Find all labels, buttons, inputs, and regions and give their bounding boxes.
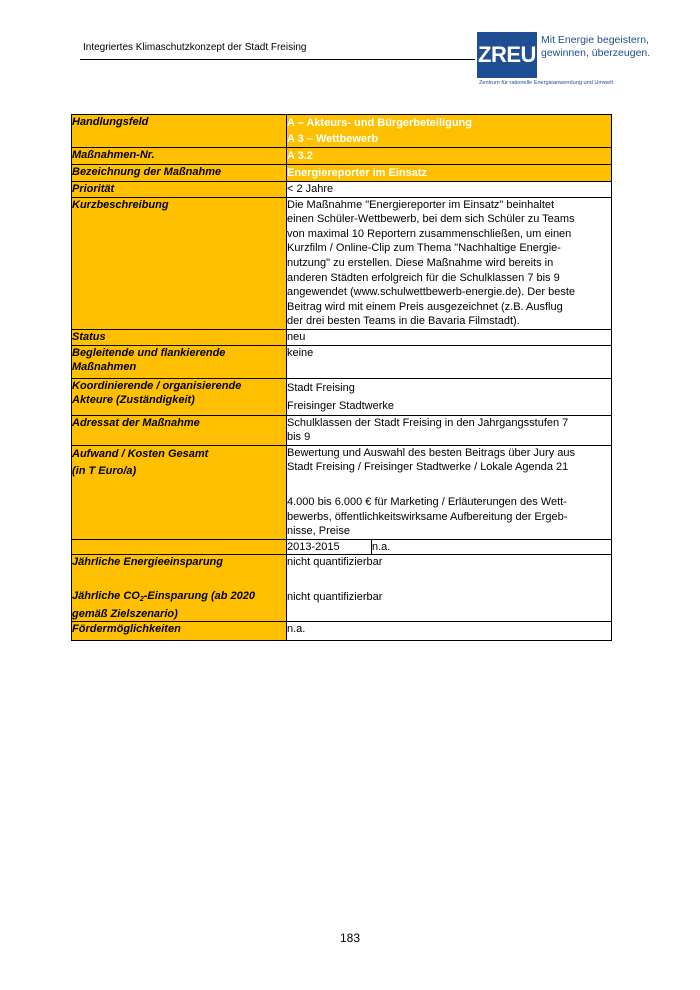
- row-bezeichnung: [72, 165, 612, 182]
- bezeichnung-value: Energiereporter im Einsatz: [287, 165, 612, 182]
- co2-einsparung-label: [72, 589, 286, 607]
- co2-label-pre: Jährliche CO: [72, 590, 140, 603]
- nummer-label: Maßnahmen-Nr.: [72, 148, 287, 165]
- kurzbeschreibung-line: Die Maßnahme "Energiereporter im Einsatz" beinhaltet: [287, 198, 555, 211]
- row-einsparung: [72, 555, 612, 622]
- handlungsfeld-value-line1: A – Akteurs- und Bürgerbeteiligung: [287, 117, 472, 129]
- logo-slogan-line1: Mit Energie begeistern,: [541, 34, 649, 46]
- aufwand-p2-line: bewerbs, öffentlichkeitswirksame Aufbereitung der Ergeb-: [287, 510, 568, 523]
- zeitraum-label: [72, 539, 287, 555]
- aufwand-label-line2: (in T Euro/a): [72, 464, 137, 477]
- row-prioritaet: [72, 182, 612, 198]
- row-status: [72, 329, 612, 345]
- aufwand-value: [287, 445, 612, 539]
- einsparung-value-gap: [287, 570, 611, 590]
- aufwand-p2-line: nisse, Preise: [287, 525, 350, 538]
- prioritaet-label: Priorität: [72, 182, 287, 198]
- handlungsfeld-label: Handlungsfeld: [72, 115, 287, 148]
- aufwand-label-line1: Aufwand / Kosten Gesamt: [72, 447, 209, 460]
- prioritaet-value: < 2 Jahre: [287, 182, 612, 198]
- aufwand-paragraph-gap: [287, 475, 611, 495]
- logo-slogan-line2: gewinnen, überzeugen.: [541, 46, 651, 59]
- row-zeitraum: [72, 539, 612, 555]
- einsparung-label: [72, 555, 287, 622]
- row-begleitende: [72, 345, 612, 378]
- begleitende-label-line1: Begleitende und flankierende: [72, 346, 226, 359]
- einsparung-value: [287, 555, 612, 622]
- kurzbeschreibung-line: nutzung" zu erstellen. Diese Maßnahme wird bereits in: [287, 256, 554, 269]
- kurzbeschreibung-line: von maximal 10 Reportern zusammenschließen, um einen: [287, 227, 572, 240]
- co2-einsparung-label-line2: gemäß Zielszenario): [72, 608, 178, 621]
- zreu-logo: [477, 29, 651, 91]
- koordinierende-label-line1: Koordinierende / organisierende: [72, 379, 242, 392]
- aufwand-p1-line: Bewertung und Auswahl des besten Beitrags über Jury aus: [287, 446, 576, 459]
- kurzbeschreibung-line: anderen Städten erfolgreich für die Schulklassen 7 bis 9: [287, 271, 560, 284]
- energie-einsparung-label: Jährliche Energieeinsparung: [72, 556, 223, 569]
- aufwand-p2-line: 4.000 bis 6.000 € für Marketing / Erläuterungen des Wett-: [287, 495, 567, 508]
- co2-einsparung-value: nicht quantifizierbar: [287, 590, 383, 603]
- energie-einsparung-value: nicht quantifizierbar: [287, 556, 383, 569]
- kurzbeschreibung-line: einen Schüler-Wettbewerb, bei dem sich Schüler zu Teams: [287, 213, 575, 226]
- bezeichnung-label: Bezeichnung der Maßnahme: [72, 165, 287, 182]
- status-value: neu: [287, 329, 612, 345]
- header-rule: [80, 59, 475, 60]
- zeitraum-period: 2013-2015: [287, 539, 372, 555]
- koordinierende-value: [287, 378, 612, 415]
- begleitende-value: keine: [287, 345, 612, 378]
- co2-label-sub: 2: [139, 596, 144, 604]
- document-header-title: Integriertes Klimaschutzkonzept der Stadt Freising: [83, 42, 307, 53]
- aufwand-label: [72, 445, 287, 539]
- kurzbeschreibung-line: der drei besten Teams in die Bavaria Filmstadt).: [287, 315, 520, 328]
- foerder-label: Fördermöglichkeiten: [72, 622, 287, 641]
- adressat-label: Adressat der Maßnahme: [72, 415, 287, 445]
- row-koordinierende: [72, 378, 612, 415]
- handlungsfeld-value: [287, 115, 612, 148]
- kurzbeschreibung-line: angewendet (www.schulwettbewerb-energie.de). Der beste: [287, 286, 575, 299]
- koordinierende-value-line1: Stadt Freising: [287, 381, 355, 394]
- einsparung-gap: [72, 569, 286, 589]
- logo-brand: ZREU: [477, 32, 537, 78]
- page-number: 183: [339, 931, 361, 945]
- kurzbeschreibung-value: [287, 197, 612, 329]
- handlungsfeld-value-line2: A 3 – Wettbewerb: [287, 133, 379, 145]
- adressat-value-line1: Schulklassen der Stadt Freising in den Jahrgangsstufen 7: [287, 416, 569, 429]
- row-aufwand: [72, 445, 612, 539]
- begleitende-label-line2: Maßnahmen: [72, 360, 137, 373]
- begleitende-label: [72, 345, 287, 378]
- row-handlungsfeld: [72, 115, 612, 148]
- zeitraum-value: n.a.: [372, 539, 612, 555]
- logo-slogan: [541, 34, 650, 59]
- adressat-value: [287, 415, 612, 445]
- aufwand-p1-line: Stadt Freising / Freisinger Stadtwerke / Lokale Agenda 21: [287, 461, 569, 474]
- co2-label-post: -Einsparung (ab 2020: [143, 590, 256, 603]
- koordinierende-value-line2: Freisinger Stadtwerke: [287, 399, 394, 412]
- logo-subline: Zentrum für rationelle Energieanwendung und Umwelt: [479, 80, 614, 86]
- kurzbeschreibung-label: Kurzbeschreibung: [72, 197, 287, 329]
- koordinierende-label-line2: Akteure (Zuständigkeit): [72, 393, 195, 406]
- nummer-value: A 3.2: [287, 148, 612, 165]
- row-adressat: [72, 415, 612, 445]
- kurzbeschreibung-line: Kurzfilm / Online-Clip zum Thema "Nachhaltige Energie-: [287, 242, 561, 255]
- koordinierende-label: [72, 378, 287, 415]
- foerder-value: n.a.: [287, 622, 612, 641]
- kurzbeschreibung-line: Beitrag wird mit einem Preis ausgezeichnet (z.B. Ausflug: [287, 300, 563, 313]
- measure-table: [71, 114, 612, 641]
- adressat-value-line2: bis 9: [287, 431, 311, 444]
- status-label: Status: [72, 329, 287, 345]
- row-kurzbeschreibung: [72, 197, 612, 329]
- row-nummer: [72, 148, 612, 165]
- row-foerder: [72, 622, 612, 641]
